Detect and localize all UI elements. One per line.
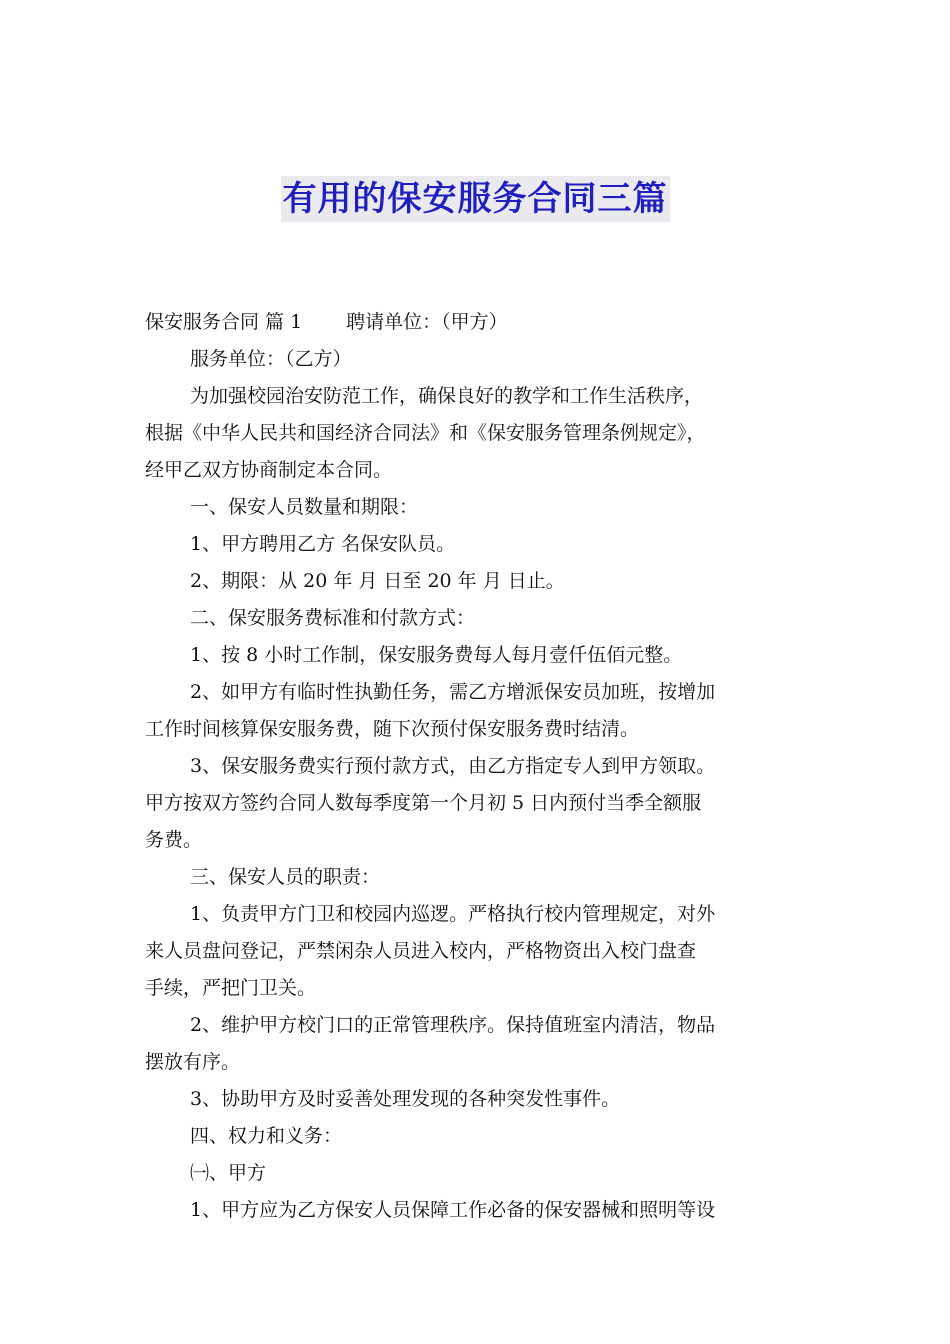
- document-body: [145, 304, 825, 1229]
- paragraph-line: 3、保安服务费实行预付款方式，由乙方指定专人到甲方领取。: [190, 755, 716, 777]
- paragraph-line: 来人员盘问登记，严禁闲杂人员进入校内，严格物资出入校门盘查: [145, 940, 697, 962]
- section-heading: 一、保安人员数量和期限：: [190, 496, 419, 518]
- paragraph-line: 2、期限：从 20 年 月 日至 20 年 月 日止。: [190, 570, 565, 592]
- paragraph-line: [145, 304, 825, 341]
- paragraph-line: 1、甲方聘用乙方 名保安队员。: [190, 533, 456, 555]
- paragraph-line: 1、负责甲方门卫和校园内巡逻。严格执行校内管理规定，对外: [190, 903, 716, 925]
- paragraph-line: 务费。: [145, 829, 203, 851]
- paragraph-line: 根据《中华人民共和国经济合同法》和《保安服务管理条例规定》，: [145, 422, 706, 444]
- paragraph-line: 1、甲方应为乙方保安人员保障工作必备的保安器械和照明等设: [190, 1199, 716, 1221]
- paragraph-line: 手续，严把门卫关。: [145, 977, 317, 999]
- subsection-heading: ㈠、甲方: [190, 1162, 267, 1184]
- paragraph-line: 3、协助甲方及时妥善处理发现的各种突发性事件。: [190, 1088, 621, 1110]
- paragraph-line: 为加强校园治安防范工作，确保良好的教学和工作生活秩序，: [190, 385, 704, 407]
- section-heading: 二、保安服务费标准和付款方式：: [190, 607, 476, 629]
- contract-heading: 保安服务合同 篇 1: [145, 311, 303, 333]
- employer-label: 聘请单位：（甲方）: [346, 311, 508, 333]
- document-title-wrap: [0, 176, 950, 222]
- paragraph-line: 2、如甲方有临时性执勤任务，需乙方增派保安员加班，按增加: [190, 681, 716, 703]
- document-title: 有用的保安服务合同三篇: [281, 176, 670, 222]
- section-heading: 四、权力和义务：: [190, 1125, 343, 1147]
- paragraph-line: 2、维护甲方校门口的正常管理秩序。保持值班室内清洁，物品: [190, 1014, 716, 1036]
- paragraph-line: 服务单位：（乙方）: [190, 348, 352, 370]
- paragraph-line: 1、按 8 小时工作制，保安服务费每人每月壹仟伍佰元整。: [190, 644, 683, 666]
- paragraph-line: 工作时间核算保安服务费，随下次预付保安服务费时结清。: [145, 718, 640, 740]
- section-heading: 三、保安人员的职责：: [190, 866, 381, 888]
- paragraph-line: 经甲乙双方协商制定本合同。: [145, 459, 393, 481]
- paragraph-line: 甲方按双方签约合同人数每季度第一个月初 5 日内预付当季全额服: [145, 792, 702, 814]
- paragraph-line: 摆放有序。: [145, 1051, 241, 1073]
